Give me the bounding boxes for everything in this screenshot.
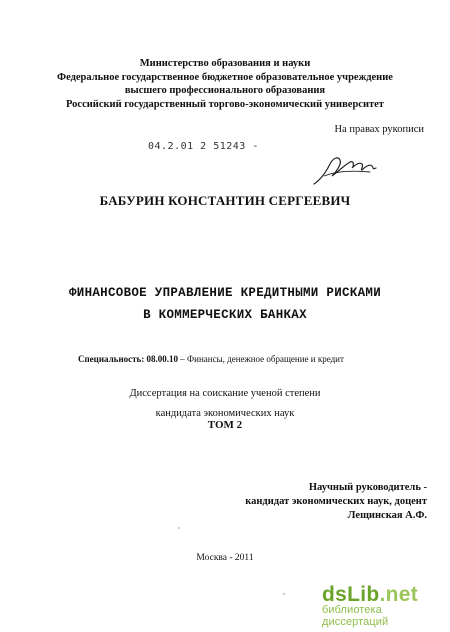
specialty-text: – Финансы, денежное обращение и кредит: [178, 354, 344, 364]
advisor-line: Научный руководитель -: [308, 482, 427, 493]
advisor-line: кандидат экономических наук, доцент: [245, 496, 427, 507]
scan-speck: [178, 527, 180, 529]
watermark-subtitle: библиотека диссертаций: [322, 604, 389, 628]
header-line: Российский государственный торгово-экономический университет: [66, 98, 384, 110]
header-line: высшего профессионального образования: [124, 85, 326, 96]
dissertation-title: [0, 282, 450, 326]
ministry-header: [0, 57, 450, 111]
author-name: БАБУРИН КОНСТАНТИН СЕРГЕЕВИЧ: [99, 193, 351, 208]
dslib-watermark[interactable]: [322, 583, 450, 628]
title-line: ФИНАНСОВОЕ УПРАВЛЕНИЕ КРЕДИТНЫМИ РИСКАМИ: [68, 286, 382, 300]
specialty-label: Специальность: 08.00.10: [78, 354, 179, 364]
degree-line: кандидата экономических наук: [155, 408, 295, 419]
specialty: [78, 354, 344, 364]
dissertation-degree: [0, 384, 450, 424]
city-year: Москва - 2011: [196, 553, 254, 563]
registration-stamp: 04.2.01 2 51243 -: [148, 141, 259, 152]
scan-speck: [283, 593, 285, 595]
scientific-advisor: [245, 481, 427, 523]
title-line: В КОММЕРЧЕСКИХ БАНКАХ: [143, 308, 307, 322]
handwritten-signature: [310, 150, 382, 190]
header-line: Федеральное государственное бюджетное образовательное учреждение: [57, 71, 393, 83]
watermark-part1: dsLib: [322, 583, 380, 606]
watermark-part2: .net: [379, 583, 419, 606]
header-line: Министерство образования и науки: [139, 58, 311, 69]
manuscript-rights-label: На правах рукописи: [334, 124, 424, 135]
advisor-line: Лещинская А.Ф.: [347, 510, 427, 521]
volume-label: ТОМ 2: [207, 419, 243, 431]
degree-line: Диссертация на соискание ученой степени: [129, 388, 321, 399]
